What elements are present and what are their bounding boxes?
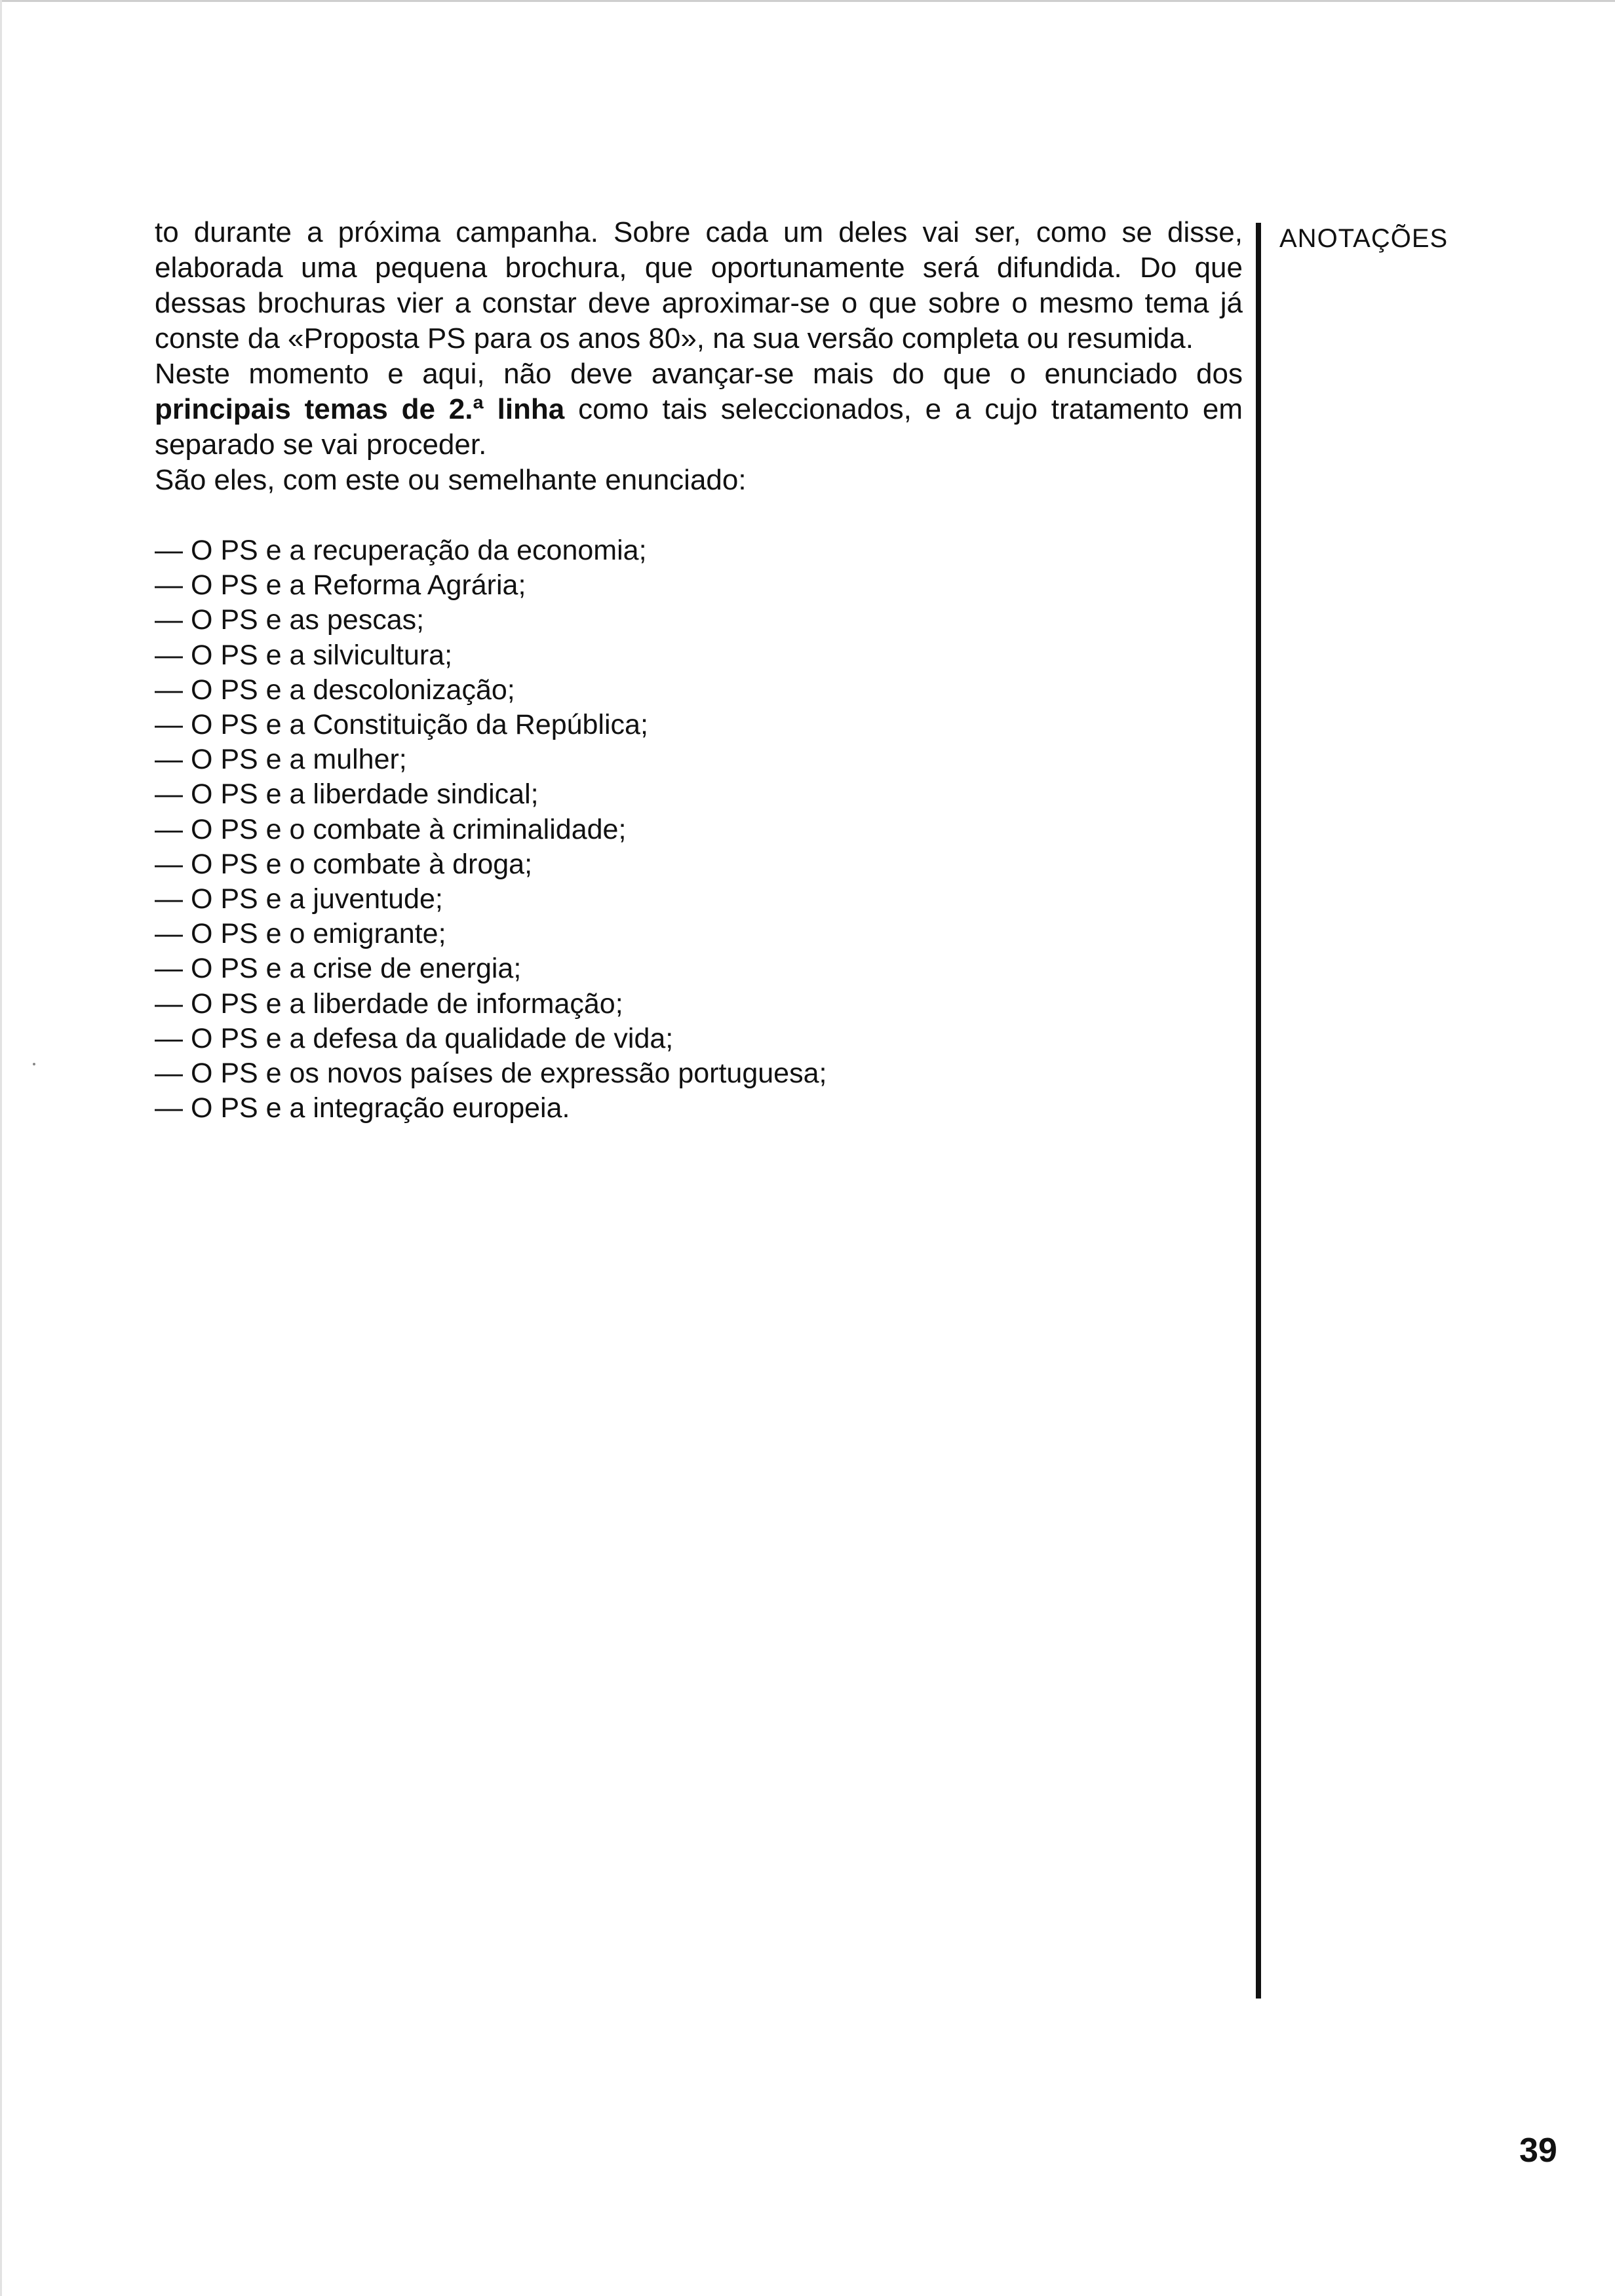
paragraph-themes-start: Neste momento e aqui, não deve avançar-se mais do que o enunciado dos [155,358,1243,390]
topics-list [155,533,1243,1126]
list-item: — O PS e a mulher; [155,744,407,776]
list-item: — O PS e a liberdade de informação; [155,987,623,1020]
list-item: — O PS e a descolonização; [155,674,515,706]
list-item: — O PS e a recuperação da economia; [155,535,647,566]
list-item: — O PS e as pescas; [155,604,425,636]
paragraph-list-intro: São eles, com este ou semelhante enunciado: [155,464,747,496]
list-item: — O PS e a silvicultura; [155,639,453,671]
paragraph-intro: to durante a próxima campanha. Sobre cada um deles vai ser, como se disse, elaborada uma pequena brochura, que oportunamente será difundida. Do que dessas brochuras vier a constar deve aproximar-se o que sobre o mesmo tema já conste da «Proposta PS para os anos 80», na sua versão completa ou resumida. [155,216,1243,354]
scan-edge-left [0,0,2,2296]
margin-divider-rule [1256,223,1261,1999]
list-item: — O PS e a liberdade sindical; [155,778,539,811]
main-text-block [155,215,1243,498]
notes-margin-label: ANOTAÇÕES [1279,224,1449,253]
list-item: — O PS e os novos países de expressão portuguesa; [155,1058,827,1090]
list-item: — O PS e o emigrante; [155,918,446,950]
list-item: — O PS e a crise de energia; [155,953,522,985]
paragraph-themes [155,356,1243,463]
scan-edge-top [0,0,1615,2]
list-item: — O PS e o combate à droga; [155,848,533,880]
list-item: — O PS e a Reforma Agrária; [155,569,526,602]
list-item: — O PS e a juventude; [155,883,443,915]
list-item: — O PS e a Constituição da República; [155,709,648,741]
scan-speck [33,1063,35,1065]
page-number: 39 [1519,2132,1557,2170]
paragraph-themes-bold: principais temas de 2.ª linha [155,393,565,425]
list-item: — O PS e o combate à criminalidade; [155,813,627,845]
list-item: — O PS e a defesa da qualidade de vida; [155,1022,674,1054]
paragraph-themes-end: como tais seleccionados, e a cujo tratamento em separado se vai proceder. [155,393,1243,461]
list-item: — O PS e a integração europeia. [155,1092,570,1124]
